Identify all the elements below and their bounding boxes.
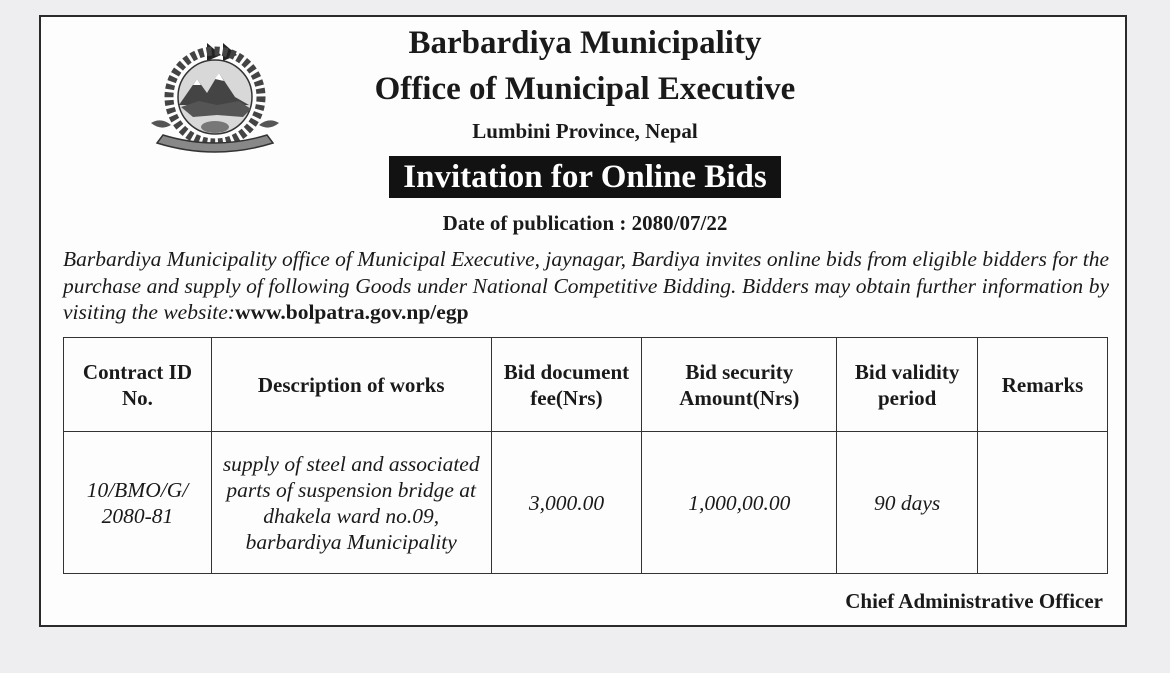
bids-table (63, 337, 1108, 574)
cell-validity: 90 days (837, 432, 978, 574)
cell-security: 1,000,00.00 (642, 432, 837, 574)
header-security: Bid security Amount(Nrs) (642, 338, 837, 432)
province-location: Lumbini Province, Nepal (472, 119, 698, 143)
header-contract-id: Contract ID No. (64, 338, 212, 432)
header-remarks: Remarks (978, 338, 1108, 432)
website-link[interactable]: www.bolpatra.gov.np/egp (234, 300, 469, 324)
cell-remarks (978, 432, 1108, 574)
cell-contract-id: 10/BMO/G/ 2080-81 (64, 432, 212, 574)
cell-doc-fee: 3,000.00 (491, 432, 642, 574)
table-row (64, 432, 1108, 574)
notice-banner (41, 156, 1129, 198)
intro-text: Barbardiya Municipality office of Municipal Executive, jaynagar, Bardiya invites online bids from eligible bidders for the purchase and supply of following Goods under National Competitive Bidding. Bidders may obtain further information by visiting the website: (63, 247, 1109, 324)
publication-date: Date of publication : 2080/07/22 (442, 211, 728, 235)
header-validity: Bid validity period (837, 338, 978, 432)
intro-paragraph (63, 246, 1109, 326)
notice-title: Invitation for Online Bids (389, 156, 780, 198)
bid-notice (39, 15, 1127, 627)
header-doc-fee: Bid document fee(Nrs) (491, 338, 642, 432)
office-name: Office of Municipal Executive (374, 71, 796, 107)
municipality-name: Barbardiya Municipality (408, 25, 762, 61)
signatory: Chief Administrative Officer (845, 589, 1103, 613)
header-description: Description of works (211, 338, 491, 432)
table-header-row (64, 338, 1108, 432)
cell-description: supply of steel and associated parts of suspension bridge at dhakela ward no.09, barbardiya Municipality (211, 432, 491, 574)
